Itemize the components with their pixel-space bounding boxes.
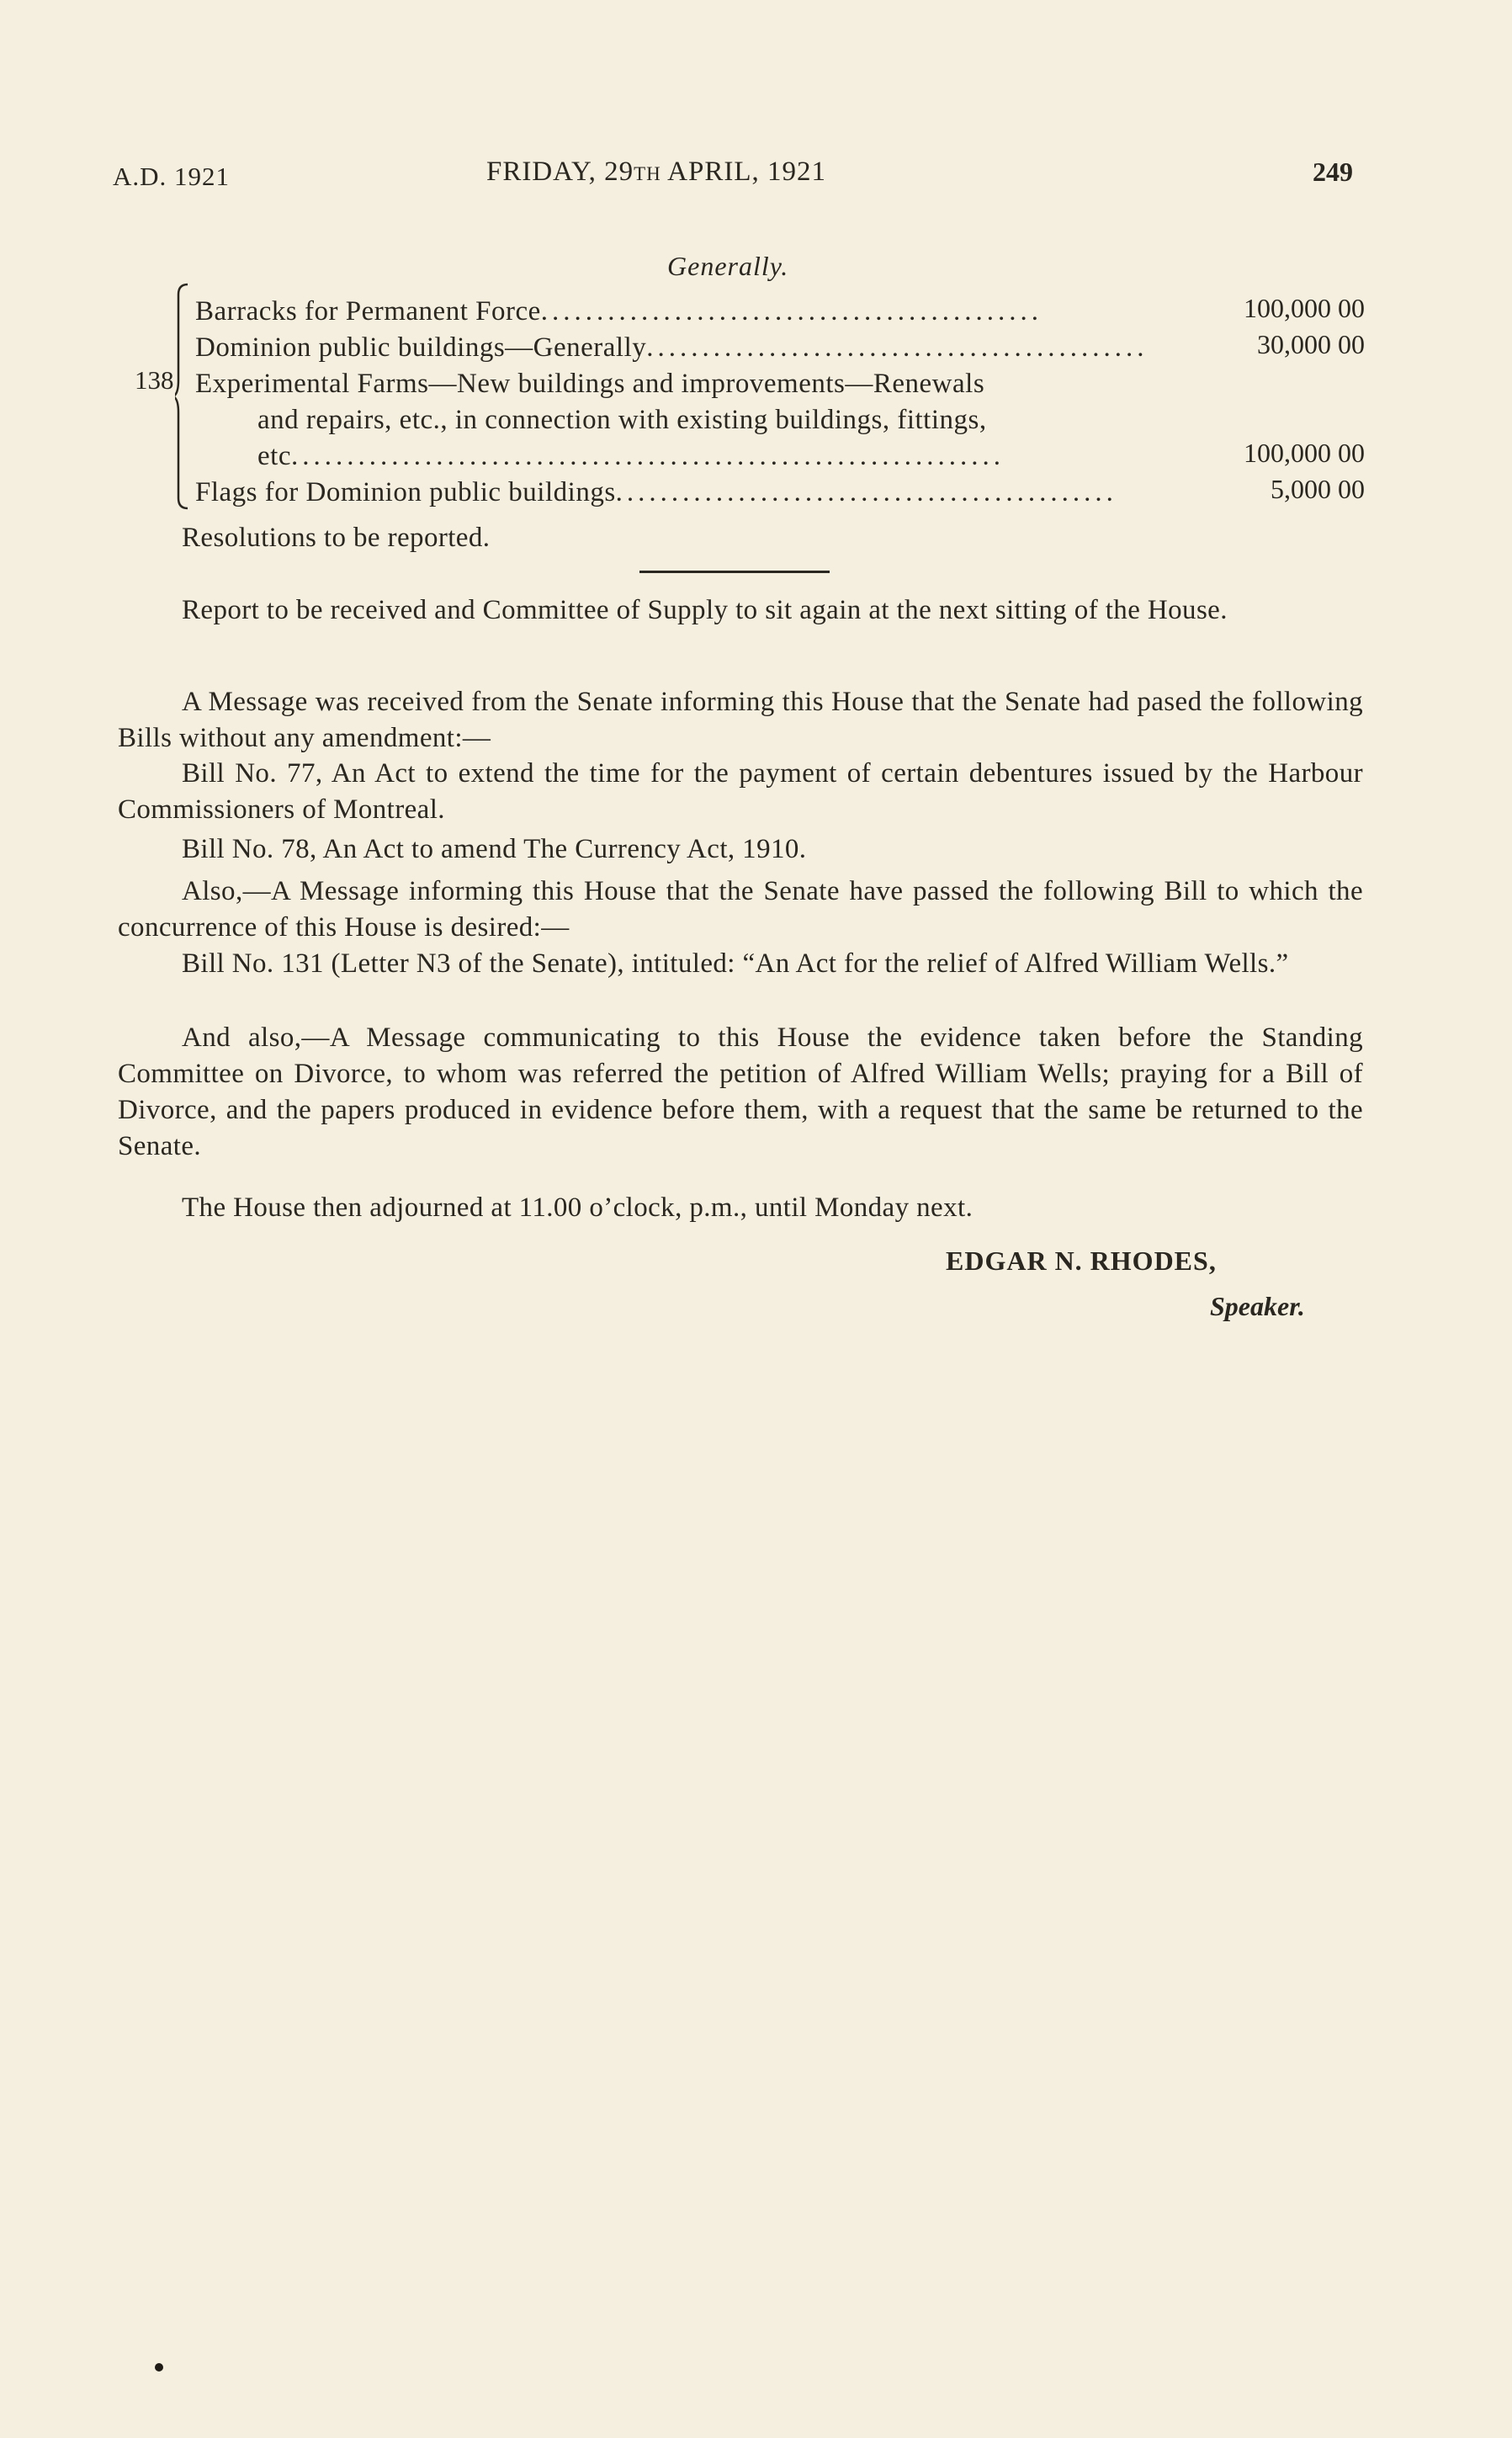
item-label: etc [257, 441, 291, 471]
paragraph-also-message: Also,—A Message informing this House that the Senate have passed the following Bill to which the concurrence of this House is desired:— [118, 876, 1363, 943]
ink-speck [155, 2363, 163, 2372]
leader-dots: ............................................. [646, 332, 1149, 363]
section-divider [639, 571, 830, 573]
item-label: Barracks for Permanent Force [195, 296, 541, 327]
header-date [486, 157, 826, 188]
paragraph-adjourned: The House then adjourned at 11.00 o’clock, p.m., until Monday next. [182, 1192, 974, 1223]
curly-brace [175, 283, 188, 510]
estimates-subheading: Generally. [667, 251, 789, 281]
estimate-item [195, 332, 1180, 364]
item-label: Flags for Dominion public buildings [195, 477, 616, 507]
header-date-suffix: TH [634, 163, 661, 184]
paragraph-report: Report to be received and Committee of Supply to sit again at the next sitting of the House. [182, 595, 1228, 625]
paragraph-bill-131: Bill No. 131 (Letter N3 of the Senate), intituled: “An Act for the relief of Alfred William Wells.” [182, 948, 1289, 979]
page-number: 249 [1313, 157, 1353, 187]
header-date-part-b: APRIL, 1921 [661, 157, 827, 187]
item-amount: 100,000 00 [1244, 438, 1365, 468]
estimate-item [195, 369, 1180, 400]
estimate-item [195, 477, 1180, 508]
item-label: and repairs, etc., in connection with existing buildings, fittings, [257, 405, 987, 435]
item-amount: 5,000 00 [1271, 474, 1365, 504]
header-date-part-a: FRIDAY, 29 [486, 157, 634, 187]
paragraph-bill-78: Bill No. 78, An Act to amend The Currency Act, 1910. [182, 834, 807, 864]
header-year: A.D. 1921 [113, 162, 231, 191]
estimate-item-continuation [257, 405, 1180, 436]
estimate-item [195, 296, 1180, 327]
leader-dots: ............................................. [540, 296, 1043, 327]
vote-number: 138 [135, 365, 174, 395]
item-label: Dominion public buildings—Generally [195, 332, 647, 363]
item-label: Experimental Farms—New buildings and improvements—Renewals [195, 369, 985, 399]
leader-dots: ................................................................ [290, 441, 1005, 471]
leader-dots: ............................................. [615, 477, 1117, 507]
paragraph-bill-77: Bill No. 77, An Act to extend the time for the payment of certain debentures issued by the Harbour Commissioners of Montreal. [118, 758, 1363, 825]
item-amount: 30,000 00 [1257, 329, 1365, 359]
estimate-item-continuation [257, 441, 1180, 472]
item-amount: 100,000 00 [1244, 293, 1365, 323]
speaker-name: EDGAR N. RHODES, [946, 1246, 1217, 1276]
paragraph-divorce-evidence: And also,—A Message communicating to this House the evidence taken before the Standing Committee on Divorce, to whom was referred the petition of Alfred William Wells; praying for a Bill of Divorce, and the papers produced in evidence before them, with a request that the same be returned to the Senate. [118, 1022, 1363, 1161]
resolutions-line: Resolutions to be reported. [182, 523, 491, 553]
speaker-title: Speaker. [1210, 1291, 1305, 1321]
paragraph-senate-message: A Message was received from the Senate informing this House that the Senate had pased the following Bills without any amendment:— [118, 687, 1363, 753]
